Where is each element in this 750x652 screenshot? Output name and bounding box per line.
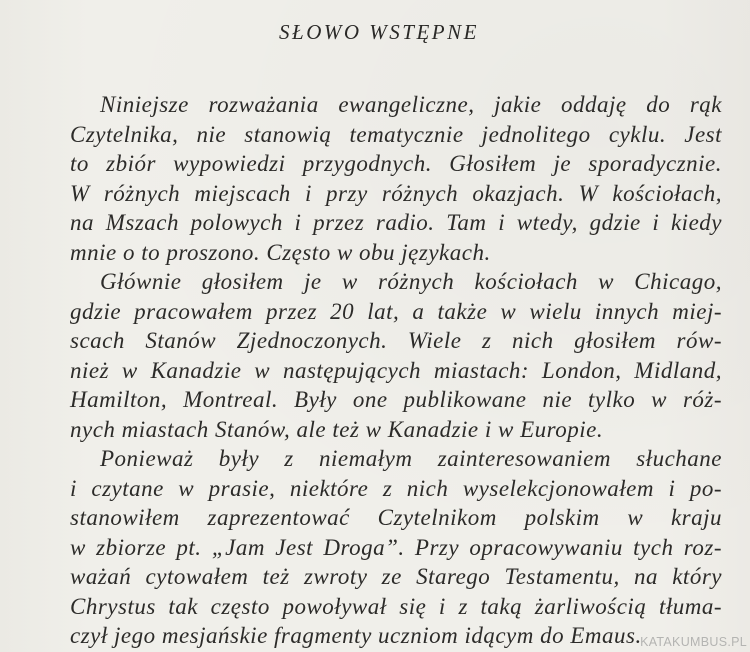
text-line: gdzie pracowałem przez 20 lat, a także w wielu innych miej- [70, 298, 722, 324]
text-line: mnie o to proszono. Często w obu językach. [70, 239, 491, 265]
text-line: nych miastach Stanów, ale też w Kanadzie i w Europie. [70, 416, 604, 442]
text-line: to zbiór wypowiedzi przygodnych. Głosiłem je sporadycznie. [70, 151, 722, 176]
text-line: na Mszach polowych i przez radio. Tam i wtedy, gdzie i kiedy [70, 210, 722, 235]
text-line: ważań cytowałem też zwroty ze Starego Testamentu, na który [70, 564, 722, 589]
paragraph [70, 444, 722, 651]
text-line: W różnych miejscach i przy różnych okazjach. W kościołach, [70, 180, 722, 206]
text-line: i czytane w prasie, niektóre z nich wyselekcjonowałem i po- [70, 475, 722, 501]
watermark: KATAKUMBUS.PL [640, 635, 747, 649]
text-line: nież w Kanadzie w następujących miastach: London, Midland, [70, 357, 722, 383]
text-line: Chrystus tak często powoływał się i z taką żarliwością tłuma- [70, 593, 722, 619]
text-line: Ponieważ były z niemałym zainteresowaniem słuchane [100, 446, 722, 471]
text-line: Niniejsze rozważania ewangeliczne, jakie oddaję do rąk [100, 92, 722, 117]
text-line: Czytelnika, nie stanowią tematycznie jednolitego cyklu. Jest [70, 121, 722, 147]
text-line: Głównie głosiłem je w różnych kościołach w Chicago, [100, 269, 722, 294]
text-line: scach Stanów Zjednoczonych. Wiele z nich głosiłem rów- [70, 328, 722, 353]
body-text [70, 90, 722, 651]
paragraph [70, 267, 722, 444]
text-line: czył jego mesjańskie fragmenty uczniom idącym do Emaus. [70, 623, 642, 648]
text-line: stanowiłem zaprezentować Czytelnikom polskim w kraju [70, 505, 722, 530]
text-line: Hamilton, Montreal. Były one publikowane nie tylko w róż- [70, 387, 722, 412]
section-title: SŁOWO WSTĘPNE [279, 20, 479, 44]
text-line: w zbiorze pt. „Jam Jest Droga”. Przy opracowywaniu tych roz- [70, 534, 722, 560]
paragraph [70, 90, 722, 267]
